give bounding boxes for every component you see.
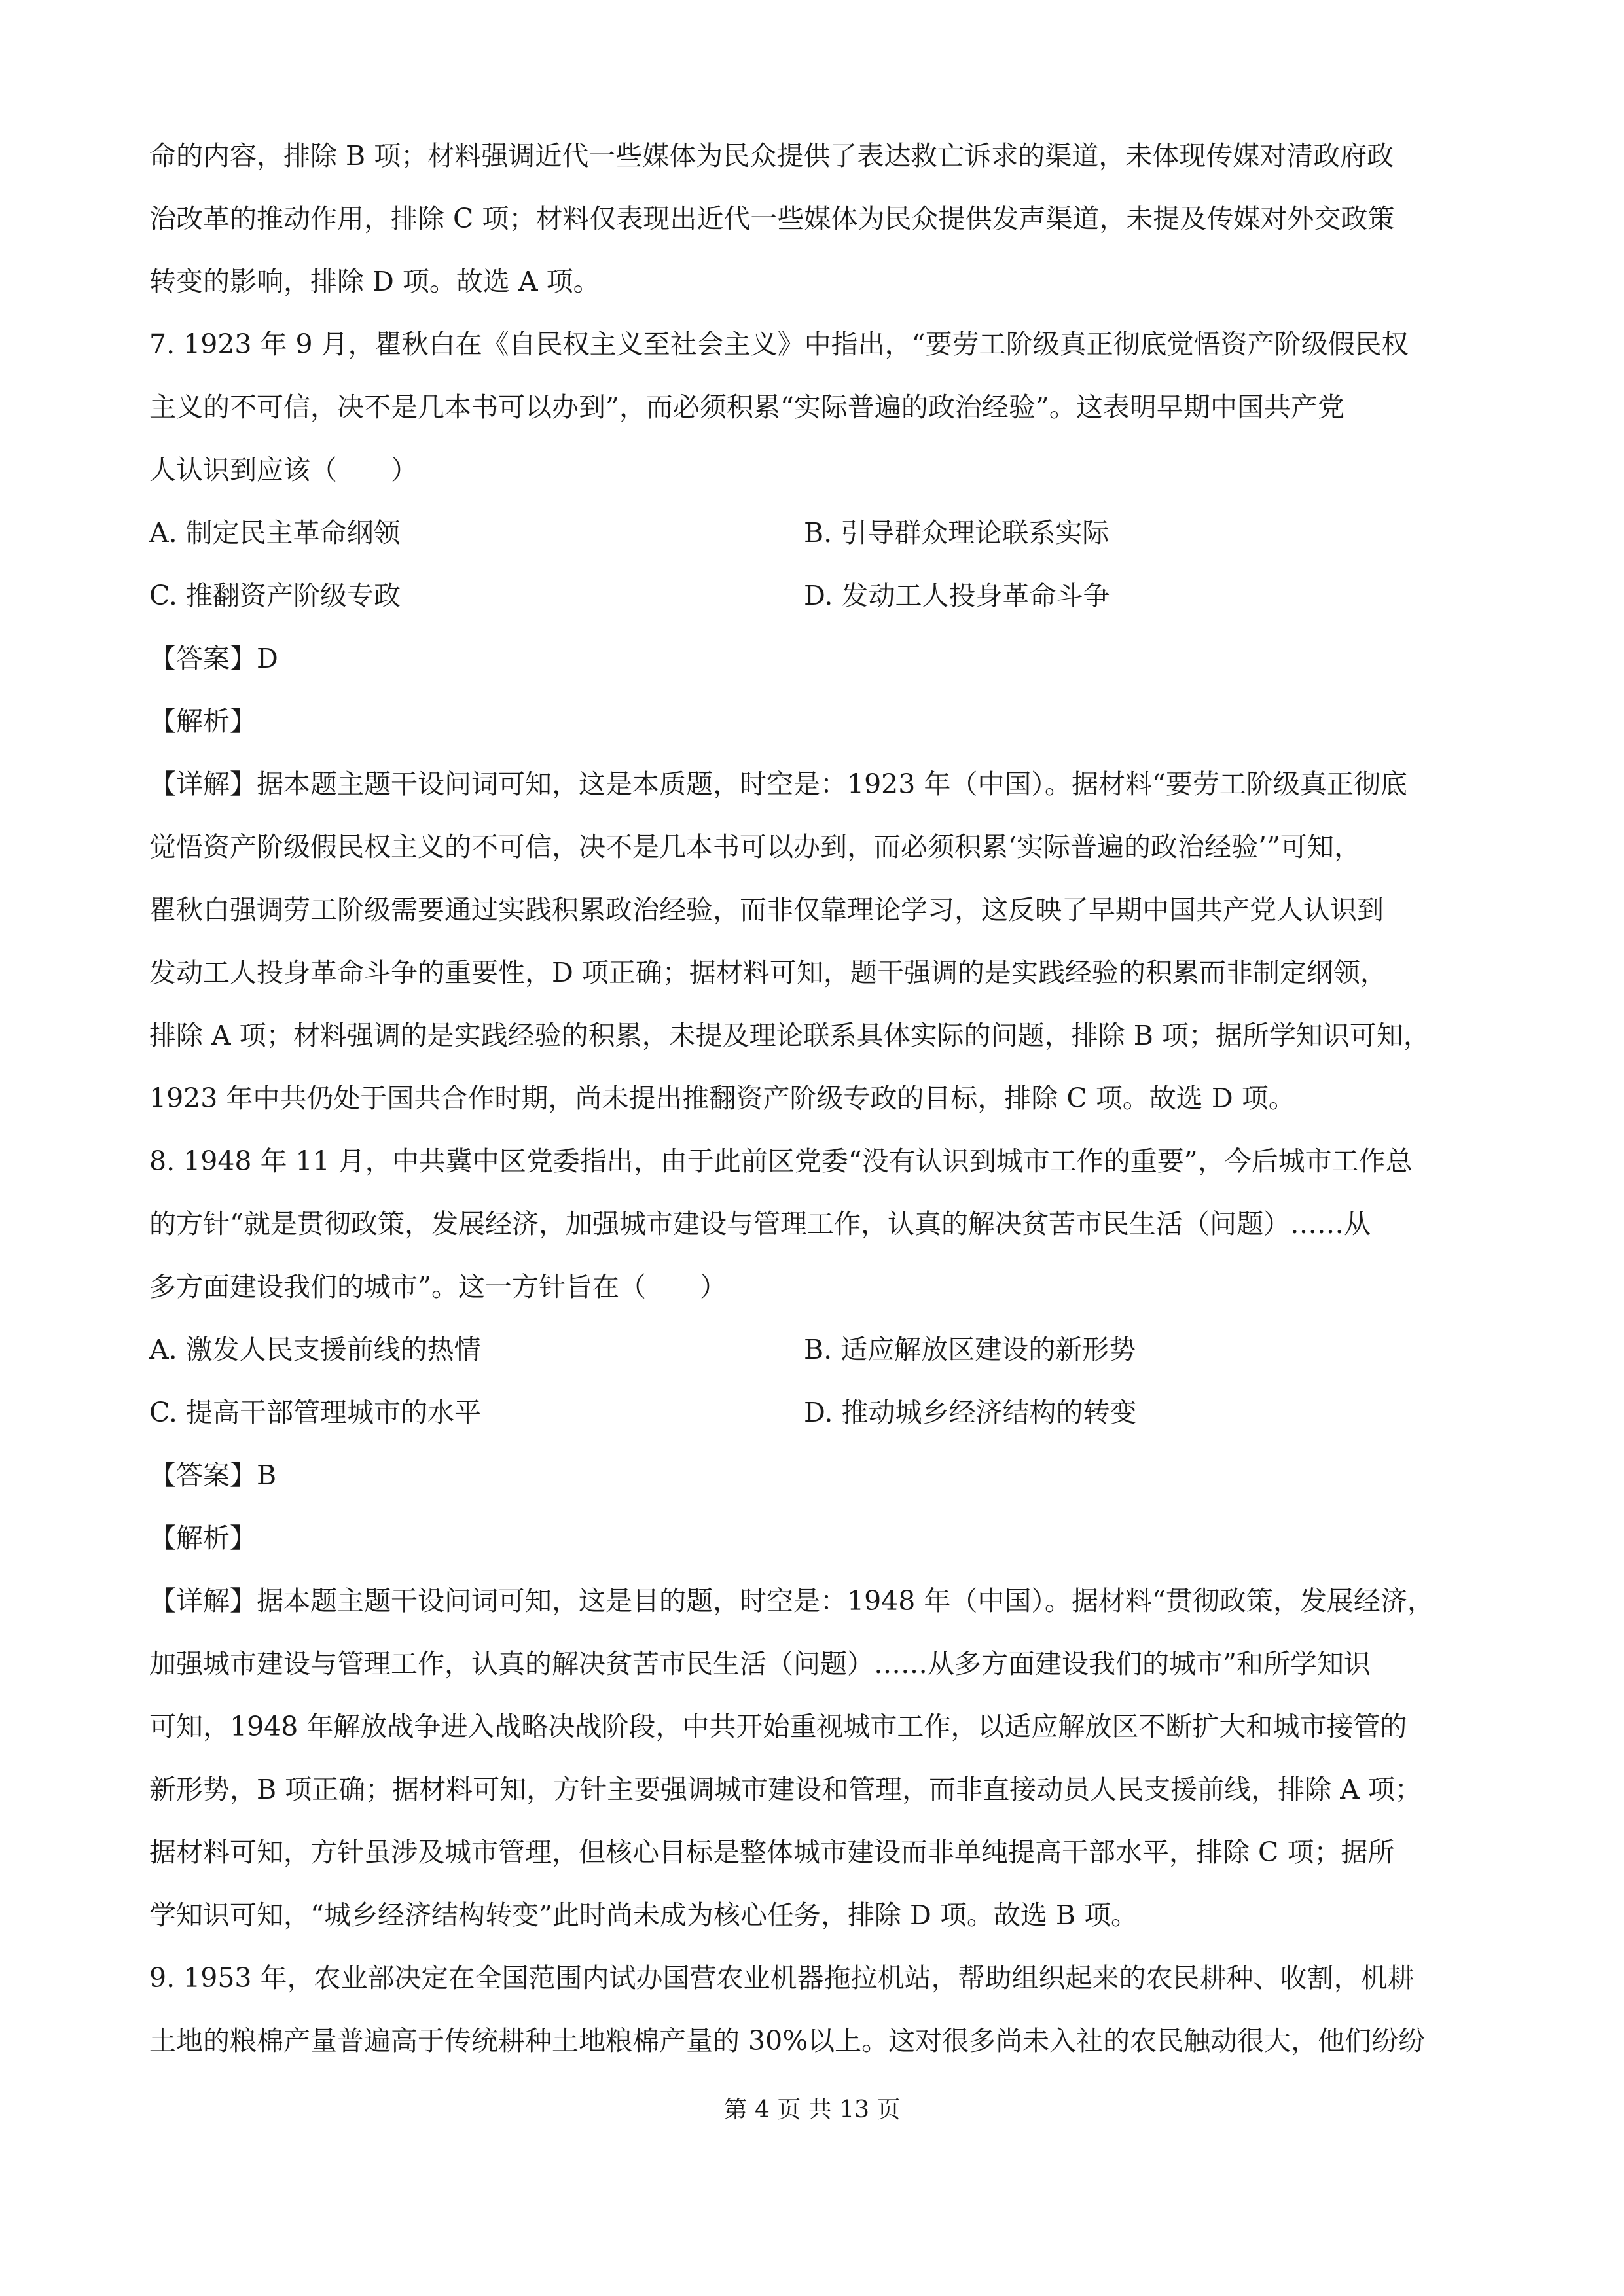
question-stem-line: 主义的不可信，决不是几本书可以办到”，而必须积累“实际普遍的政治经验”。这表明早期中国共产党 <box>149 391 1344 423</box>
option-d: D. 推动城乡经济结构的转变 <box>804 1397 1137 1428</box>
detail-line: 发动工人投身革命斗争的重要性，D 项正确；据材料可知，题干强调的是实践经验的积累而非制定纲领， <box>149 957 1387 988</box>
detail-line: 1923 年中共仍处于国共合作时期，尚未提出推翻资产阶级专政的目标，排除 C 项。故选 D 项。 <box>149 1083 1295 1114</box>
option-b: B. 适应解放区建设的新形势 <box>804 1334 1136 1365</box>
options-row <box>149 501 1478 564</box>
question-stem-line: 的方针“就是贯彻政策，发展经济，加强城市建设与管理工作，认真的解决贫苦市民生活（问题）……从 <box>149 1208 1371 1240</box>
detail-line: 排除 A 项；材料强调的是实践经验的积累，未提及理论联系具体实际的问题，排除 B 项；据所学知识可知， <box>149 1020 1430 1051</box>
question-stem-line: 土地的粮棉产量普遍高于传统耕种土地粮棉产量的 30%以上。这对很多尚未入社的农民触动很大，他们纷纷 <box>149 2025 1426 2056</box>
question-stem-line: 人认识到应该（ ） <box>149 454 418 486</box>
previous-analysis-continuation <box>149 124 1478 313</box>
detail-line: 瞿秋白强调劳工阶级需要通过实践积累政治经验，而非仅靠理论学习，这反映了早期中国共产党人认识到 <box>149 894 1384 925</box>
answer-label: 【答案】B <box>149 1460 277 1491</box>
detail-line: 新形势，B 项正确；据材料可知，方针主要强调城市建设和管理，而非直接动员人民支援前线，排除 A 项； <box>149 1774 1422 1805</box>
option-a: A. 激发人民支援前线的热情 <box>149 1334 481 1365</box>
options-row <box>149 1381 1478 1444</box>
detail-line: 【详解】据本题主题干设问词可知，这是目的题，时空是：1948 年（中国）。据材料“贯彻政策，发展经济， <box>149 1585 1434 1617</box>
detail-line: 学知识可知，“城乡经济结构转变”此时尚未成为核心任务，排除 D 项。故选 B 项。 <box>149 1899 1138 1931</box>
page-footer: 第 4 页 共 13 页 <box>723 2096 901 2123</box>
options-row <box>149 564 1478 627</box>
detail-line: 加强城市建设与管理工作，认真的解决贫苦市民生活（问题）……从多方面建设我们的城市”和所学知识 <box>149 1648 1371 1679</box>
option-c: C. 推翻资产阶级专政 <box>149 580 401 611</box>
detail-line: 据材料可知，方针虽涉及城市管理，但核心目标是整体城市建设而非单纯提高干部水平，排除 C 项；据所 <box>149 1837 1395 1868</box>
question-stem-line: 9. 1953 年，农业部决定在全国范围内试办国营农业机器拖拉机站，帮助组织起来的农民耕种、收割，机耕 <box>149 1962 1415 1994</box>
question-stem-line: 7. 1923 年 9 月，瞿秋白在《自民权主义至社会主义》中指出，“要劳工阶级真正彻底觉悟资产阶级假民权 <box>149 329 1409 360</box>
question-9 <box>149 1946 1478 2072</box>
page-content <box>149 124 1478 2072</box>
question-7 <box>149 313 1478 1130</box>
question-stem-line: 8. 1948 年 11 月，中共冀中区党委指出，由于此前区党委“没有认识到城市工作的重要”，今后城市工作总 <box>149 1145 1413 1177</box>
question-8 <box>149 1130 1478 1946</box>
answer-label: 【答案】D <box>149 643 278 674</box>
analysis-label: 【解析】 <box>149 706 257 737</box>
text-line: 治改革的推动作用，排除 C 项；材料仅表现出近代一些媒体为民众提供发声渠道，未提及传媒对外交政策 <box>149 203 1395 234</box>
detail-line: 可知，1948 年解放战争进入战略决战阶段，中共开始重视城市工作，以适应解放区不断扩大和城市接管的 <box>149 1711 1407 1742</box>
options-row <box>149 1318 1478 1381</box>
text-line: 命的内容，排除 B 项；材料强调近代一些媒体为民众提供了表达救亡诉求的渠道，未体现传媒对清政府政 <box>149 140 1394 171</box>
question-stem-line: 多方面建设我们的城市”。这一方针旨在（ ） <box>149 1271 727 1302</box>
detail-line: 觉悟资产阶级假民权主义的不可信，决不是几本书可以办到，而必须积累‘实际普遍的政治经验’”可知， <box>149 831 1362 863</box>
analysis-label: 【解析】 <box>149 1522 257 1554</box>
option-b: B. 引导群众理论联系实际 <box>804 517 1110 548</box>
text-line: 转变的影响，排除 D 项。故选 A 项。 <box>149 266 600 297</box>
option-a: A. 制定民主革命纲领 <box>149 517 401 548</box>
detail-line: 【详解】据本题主题干设问词可知，这是本质题，时空是：1923 年（中国）。据材料“要劳工阶级真正彻底 <box>149 768 1407 800</box>
option-d: D. 发动工人投身革命斗争 <box>804 580 1110 611</box>
option-c: C. 提高干部管理城市的水平 <box>149 1397 481 1428</box>
